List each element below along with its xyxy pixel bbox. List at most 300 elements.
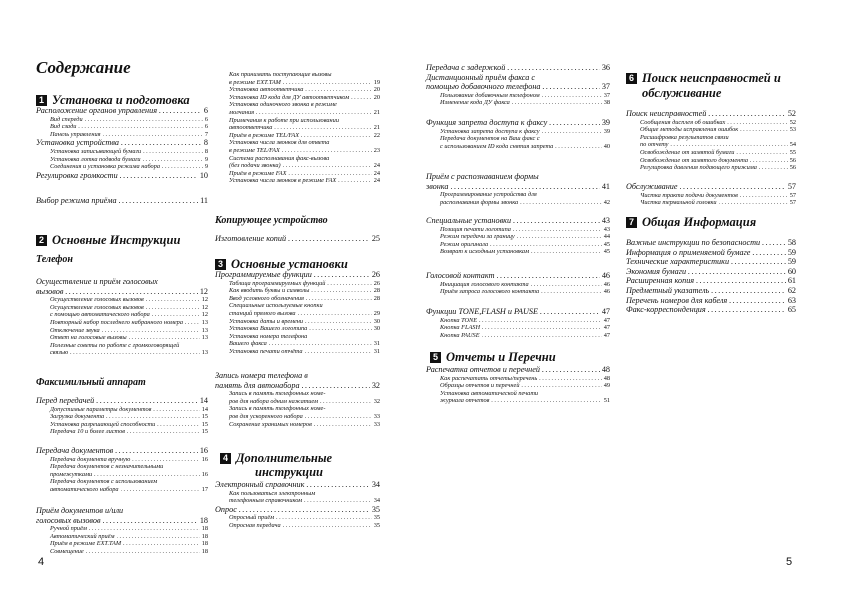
toc-entry: [426, 172, 610, 182]
toc-entry-title: Установка разрешающей способности: [50, 420, 156, 428]
toc-page-number: 10: [199, 170, 208, 180]
dot-leader: [115, 446, 198, 456]
dot-leader: [276, 514, 372, 522]
toc-subentry: [626, 164, 796, 172]
toc-page-number: 51: [603, 397, 610, 405]
dot-leader: [288, 170, 371, 178]
toc-subentry: [215, 348, 380, 356]
dot-leader: [555, 143, 601, 151]
toc-page-number: 23: [373, 146, 380, 154]
toc-page-number: 43: [601, 216, 610, 225]
toc-entry-title: Запись номера телефона в: [215, 371, 308, 380]
toc-c-g3: [426, 172, 610, 206]
dot-leader: [269, 340, 372, 348]
toc-page-number: 57: [789, 199, 796, 207]
toc-entry: [426, 307, 610, 317]
toc-page-number: 46: [601, 271, 610, 280]
toc-entry-title: Пользование добавочным телефоном: [440, 91, 540, 99]
toc-d-g3: [626, 238, 796, 315]
toc-entry-title: Чистка термальной головки: [640, 199, 717, 207]
toc-page-number: 19: [373, 78, 380, 86]
toc-entry-title: Передача 10 и более листов: [50, 428, 125, 436]
toc-entry-title: Расположение органов управления: [36, 106, 158, 115]
toc-entry-title: Освобождение от замятой бумаги: [640, 148, 735, 156]
dot-leader: [520, 199, 602, 207]
toc-subentry: [426, 397, 610, 405]
toc-entry: [626, 286, 796, 296]
toc-subentry: [215, 295, 380, 303]
toc-entry: [626, 296, 796, 306]
toc-page-number: 34: [373, 497, 380, 505]
toc-entry: [36, 171, 208, 181]
section-title: Отчеты и Перечни: [446, 350, 556, 364]
subsection-phone: Телефон: [36, 254, 73, 265]
toc-page-number: 16: [201, 455, 208, 463]
toc-page-number: 46: [603, 288, 610, 296]
toc-entry-title: Программируемые функции: [215, 270, 312, 279]
toc-page-number: 49: [603, 382, 610, 390]
toc-entry-title: Кнопка PAUSE: [440, 331, 480, 339]
toc-subentry: [215, 280, 380, 288]
toc-a-g1: [36, 106, 208, 180]
toc-entry-title: Установка одиночного звонка в режиме: [229, 101, 337, 109]
dot-leader: [96, 396, 198, 406]
toc-subentry: [426, 135, 610, 143]
toc-page-number: 26: [371, 270, 380, 279]
toc-entry-title: Сохранение хранимых номеров: [229, 420, 312, 428]
toc-page-number: 18: [199, 515, 208, 525]
toc-page-number: 13: [201, 334, 208, 342]
toc-subentry: [626, 119, 796, 127]
toc-entry-title: Как пользоваться электронным: [229, 489, 316, 497]
toc-subentry: [426, 92, 610, 100]
dot-leader: [688, 267, 786, 277]
toc-page-number: 24: [373, 177, 380, 185]
dot-leader: [239, 505, 370, 515]
dot-leader: [283, 162, 372, 170]
toc-entry-title: Передача документа вручную: [50, 455, 131, 463]
toc-entry-title: Расшифровка результатов связи: [640, 133, 729, 141]
toc-page-number: 45: [603, 240, 610, 248]
toc-page-number: 12: [201, 311, 208, 319]
dot-leader: [256, 109, 372, 117]
toc-entry-title: журнала отчетов: [440, 397, 490, 405]
toc-subentry: [215, 101, 380, 109]
toc-entry-title: автоматического набора: [50, 485, 119, 493]
toc-subentry: [626, 149, 796, 157]
toc-entry-title: Возврат к исходным установкам: [440, 248, 530, 256]
toc-page-number: 52: [787, 109, 796, 118]
toc-entry-title: Загрузка документа: [50, 413, 105, 421]
section-copy-heading: Копирующее устройство: [215, 215, 328, 226]
toc-entry-title: Кнопка FLASH: [440, 324, 481, 332]
toc-subentry: [426, 390, 610, 398]
section-number: 6: [626, 73, 637, 84]
toc-page-number: 62: [787, 285, 796, 295]
toc-entry: [626, 305, 796, 315]
toc-entry-title: Опросный приём: [229, 514, 275, 522]
dot-leader: [153, 406, 199, 414]
dot-leader: [512, 99, 602, 107]
dot-leader: [143, 148, 203, 156]
toc-page-number: 55: [789, 148, 796, 156]
toc-page-number: 48: [601, 365, 610, 374]
toc-page-number: 57: [787, 182, 796, 191]
toc-b-g4: [215, 371, 380, 428]
dot-leader: [309, 325, 371, 333]
dot-leader: [304, 497, 372, 505]
toc-entry-title: Примечания к работе при использовании: [229, 116, 339, 124]
toc-page-number: 14: [201, 405, 208, 413]
toc-entry-title: Информация о применяемой бумаге: [626, 247, 751, 257]
dot-leader: [542, 128, 602, 136]
page-title: Содержание: [36, 58, 131, 77]
toc-entry: [215, 371, 380, 381]
toc-entry-title: ров для набора одним нажатием: [229, 397, 319, 405]
dot-leader: [85, 116, 203, 124]
toc-entry-title: Передача с задержкой: [426, 63, 506, 72]
toc-entry: [215, 270, 380, 280]
section-6-heading: [626, 71, 781, 86]
toc-subentry: [215, 124, 380, 132]
dot-leader: [540, 307, 600, 317]
toc-subentry: [36, 471, 208, 479]
toc-subentry: [215, 162, 380, 170]
toc-c-g2: [426, 118, 610, 150]
section-title: Основные установки: [231, 257, 348, 271]
toc-page-number: 36: [601, 63, 610, 72]
toc-page-number: 9: [204, 155, 208, 163]
toc-page-number: 18: [201, 525, 208, 533]
toc-entry-title: Приём с распознаванием формы: [426, 172, 539, 181]
toc-entry-title: Установка записывающей бумаги: [50, 147, 142, 155]
toc-page-number: 15: [201, 420, 208, 428]
toc-page-number: 56: [789, 156, 796, 164]
toc-entry-title: звонка: [426, 181, 449, 191]
dot-leader: [89, 525, 200, 533]
toc-page-number: 35: [371, 504, 380, 514]
toc-subentry: [426, 226, 610, 234]
toc-page-number: 6: [204, 123, 208, 131]
toc-page-number: 61: [787, 276, 796, 286]
toc-page-number: 53: [789, 126, 796, 134]
toc-entry-title: Установка автоматической печати: [440, 389, 539, 397]
toc-entry-title: Установка устройства: [36, 138, 119, 148]
toc-entry-title: Панель управления: [50, 130, 101, 138]
toc-subentry: [215, 333, 380, 341]
toc-page-number: 32: [373, 397, 380, 405]
subsection-fax: Факсимильный аппарат: [36, 377, 146, 388]
toc-page-number: 8: [204, 147, 208, 155]
toc-entry-title: Обслуживание: [626, 182, 678, 191]
toc-subentry: [626, 157, 796, 165]
toc-entry-title: Передача документов с незначительными: [50, 463, 164, 471]
section-title: Основные Инструкции: [52, 233, 181, 247]
dot-leader: [311, 287, 371, 295]
section-4-heading-line2: инструкции: [255, 465, 323, 479]
toc-c-g5: [426, 271, 610, 296]
toc-page-number: 56: [789, 164, 796, 172]
toc-entry: [36, 138, 208, 148]
toc-entry: [215, 505, 380, 515]
dot-leader: [482, 332, 602, 340]
toc-subentry: [36, 540, 208, 548]
toc-entry-title: Распечатка отчетов и перечней: [426, 365, 540, 374]
toc-entry-title: Электронный справочник: [215, 480, 305, 489]
dot-leader: [152, 311, 200, 319]
toc-subentry: [426, 375, 610, 383]
toc-page-number: 30: [373, 325, 380, 333]
toc-entry-title: Выбор режима приёма: [36, 196, 117, 205]
toc-subentry: [626, 199, 796, 207]
toc-entry-title: Приём документов и/или: [36, 506, 124, 515]
toc-entry-title: Специальные используемые кнопки: [229, 302, 323, 310]
toc-entry-title: связью: [50, 349, 69, 357]
toc-entry-title: Регулировка громкости: [36, 170, 118, 180]
dot-leader: [711, 286, 786, 296]
toc-page-number: 20: [373, 93, 380, 101]
toc-c-g4: [426, 216, 610, 256]
toc-subentry: [215, 147, 380, 155]
toc-page-number: 9: [204, 163, 208, 171]
dot-leader: [282, 147, 372, 155]
toc-subentry: [626, 126, 796, 134]
toc-entry-title: промежутками: [50, 470, 93, 478]
toc-entry-title: Позиция печати логотипа: [440, 225, 511, 233]
toc-entry-title: Режим передачи за границу: [440, 233, 515, 241]
toc-entry: [36, 396, 208, 406]
toc-entry-title: распознавания формы звонка: [440, 198, 519, 206]
dot-leader: [162, 163, 203, 171]
toc-page-number: 39: [603, 127, 610, 135]
section-title-line1: Поиск неисправностей и: [642, 71, 781, 85]
dot-leader: [159, 106, 202, 116]
toc-subentry: [626, 134, 796, 142]
toc-page-number: 15: [201, 413, 208, 421]
toc-subentry: [36, 406, 208, 414]
dot-leader: [680, 182, 786, 192]
toc-page-number: 26: [373, 279, 380, 287]
toc-page-number: 28: [373, 287, 380, 295]
toc-entry-title: молчания: [229, 108, 255, 116]
toc-entry-title: Установка печати отчёта: [229, 347, 303, 355]
toc-entry: [426, 182, 610, 192]
toc-entry: [36, 287, 208, 297]
toc-page-number: 31: [373, 340, 380, 348]
toc-entry: [426, 271, 610, 281]
dot-leader: [513, 226, 602, 234]
toc-page-number: 12: [199, 286, 208, 296]
toc-a-g4: [36, 396, 208, 436]
dot-leader: [306, 480, 369, 490]
toc-entry-title: Перечень номеров для кабеля: [626, 295, 728, 305]
section-number: 3: [215, 259, 226, 270]
toc-entry-title: Вид сзади: [50, 123, 77, 131]
toc-page-number: 16: [201, 470, 208, 478]
toc-entry: [626, 109, 796, 119]
dot-leader: [740, 192, 788, 200]
toc-subentry: [215, 79, 380, 87]
toc-entry-title: Установка Вашего логотипа: [229, 325, 308, 333]
toc-entry-title: Вашего факса: [229, 340, 267, 348]
dot-leader: [513, 216, 600, 226]
dot-leader: [327, 280, 371, 288]
toc-page-number: 18: [201, 532, 208, 540]
toc-page-number: 37: [601, 82, 610, 92]
toc-subentry: [426, 332, 610, 340]
toc-page-number: 15: [201, 428, 208, 436]
toc-page-number: 13: [201, 318, 208, 326]
toc-page-number: 20: [373, 86, 380, 94]
toc-entry-title: Приём запроса голосового контакта: [440, 288, 540, 296]
toc-page-number: 44: [603, 233, 610, 241]
toc-subentry: [215, 170, 380, 178]
dot-leader: [127, 428, 200, 436]
toc-entry-title: Запись в память телефонных номе-: [229, 390, 326, 398]
toc-entry-title: Установка запрета доступа к факсу: [440, 127, 540, 135]
toc-entry: [36, 446, 208, 456]
toc-c-g7: [426, 365, 610, 405]
toc-page-number: 6: [204, 115, 208, 123]
toc-entry-title: Ввод условного обозначения: [229, 294, 304, 302]
toc-subentry: [215, 94, 380, 102]
toc-subentry: [215, 413, 380, 421]
toc-subentry: [36, 131, 208, 139]
dot-leader: [708, 305, 786, 315]
toc-subentry: [36, 156, 208, 164]
toc-entry-title: Важные инструкции по безопасности: [626, 238, 761, 247]
toc-page-number: 41: [601, 181, 610, 191]
toc-d-g2: [626, 182, 796, 207]
toc-entry-title: с использованием ID кода снятия запрета: [440, 142, 554, 150]
toc-entry-title: Изготовление копий: [215, 234, 287, 243]
toc-entry-title: станций прямого вызова: [229, 309, 296, 317]
dot-leader: [731, 257, 786, 267]
toc-entry-title: Установка числа звонков для ответа: [229, 139, 330, 147]
toc-subentry: [215, 139, 380, 147]
toc-subentry: [215, 132, 380, 140]
toc-page-number: 59: [787, 257, 796, 267]
toc-page-number: 7: [204, 130, 208, 138]
toc-subentry: [215, 522, 380, 530]
section-number: 7: [626, 217, 637, 228]
toc-entry-title: память для автонабора: [215, 380, 300, 390]
toc-page-number: 45: [603, 248, 610, 256]
dot-leader: [314, 270, 370, 280]
toc-entry-title: Дистанционный приём факса с: [426, 72, 536, 82]
section-title-line1: Дополнительные: [236, 451, 333, 465]
toc-entry-title: Режим оригинала: [440, 240, 489, 248]
toc-page-number: 47: [603, 324, 610, 332]
toc-subentry: [36, 533, 208, 541]
section-title: Общая Информация: [642, 215, 757, 229]
toc-entry: [626, 238, 796, 248]
toc-page-number: 37: [603, 91, 610, 99]
dot-leader: [106, 413, 200, 421]
toc-page-number: 8: [203, 138, 208, 148]
toc-subentry: [426, 191, 610, 199]
toc-entry-title: Приём в режиме EXT.TAM: [50, 540, 122, 548]
dot-leader: [283, 522, 372, 530]
toc-subentry: [36, 319, 208, 327]
toc-entry-title: Ответ на голосовые вызовы: [50, 334, 127, 342]
toc-subentry: [36, 421, 208, 429]
dot-leader: [517, 233, 602, 241]
toc-page-number: 16: [199, 446, 208, 455]
toc-page-number: 12: [201, 296, 208, 304]
dot-leader: [491, 397, 601, 405]
toc-entry: [36, 277, 208, 287]
dot-leader: [132, 456, 199, 464]
dot-leader: [762, 238, 786, 248]
toc-entry-title: Установка числа звонков в режиме FAX: [229, 177, 337, 185]
toc-subentry: [215, 86, 380, 94]
dot-leader: [305, 86, 371, 94]
toc-subentry: [215, 514, 380, 522]
section-number: 5: [430, 352, 441, 363]
dot-leader: [121, 138, 202, 148]
dot-leader: [103, 516, 198, 526]
dot-leader: [103, 131, 203, 139]
dot-leader: [490, 241, 602, 249]
toc-page-number: 21: [373, 124, 380, 132]
toc-entry-title: Чистка тракта подачи документов: [640, 191, 738, 199]
toc-entry-title: Установка лотка подвода бумаги: [50, 155, 141, 163]
toc-subentry: [426, 233, 610, 241]
toc-entry-title: Запись в память телефонных номе-: [229, 405, 326, 413]
toc-page-number: 47: [603, 331, 610, 339]
toc-entry-title: Технические характеристики: [626, 257, 730, 267]
toc-page-number: 35: [373, 514, 380, 522]
toc-entry-title: ров для ускоренного набора: [229, 412, 303, 420]
toc-subentry: [36, 486, 208, 494]
toc-subentry: [36, 334, 208, 342]
section-number: 4: [220, 453, 231, 464]
toc-entry-title: Соединения и установка режима набора: [50, 163, 160, 171]
toc-entry-title: автоответчика: [229, 124, 273, 132]
section-7-heading: [626, 215, 756, 230]
section-6-heading-line2: обслуживание: [642, 86, 722, 100]
toc-page-number: 33: [373, 420, 380, 428]
toc-entry-title: Изменение кода ДУ факса: [440, 99, 510, 107]
section-number: 2: [36, 235, 47, 246]
toc-page-number: 29: [373, 309, 380, 317]
toc-entry-title: голосовых вызовов: [36, 515, 101, 525]
toc-page-number: 32: [371, 380, 380, 390]
toc-page-number: 65: [787, 305, 796, 315]
page-number-right: 5: [786, 556, 793, 568]
toc-entry-title: Автоматический приём: [50, 532, 115, 540]
toc-subentry: [36, 296, 208, 304]
toc-entry-title: Как распечатать отчеты/перечень: [440, 374, 538, 382]
toc-entry: [426, 216, 610, 226]
toc-page-number: 18: [201, 540, 208, 548]
toc-subentry: [215, 421, 380, 429]
toc-page-number: 42: [603, 198, 610, 206]
toc-entry: [426, 73, 610, 83]
toc-page-number: 24: [373, 162, 380, 170]
toc-b-g3: [215, 270, 380, 356]
dot-leader: [129, 334, 200, 342]
dot-leader: [479, 317, 602, 325]
toc-entry-title: Приём в режиме FAX: [229, 169, 287, 177]
toc-a-g3: [36, 277, 208, 357]
toc-entry-title: Осуществление голосовых вызовов: [50, 296, 144, 304]
toc-page-number: 60: [787, 266, 796, 276]
toc-page-number: 17: [201, 485, 208, 493]
dot-leader: [759, 164, 788, 172]
dot-leader: [302, 381, 370, 391]
